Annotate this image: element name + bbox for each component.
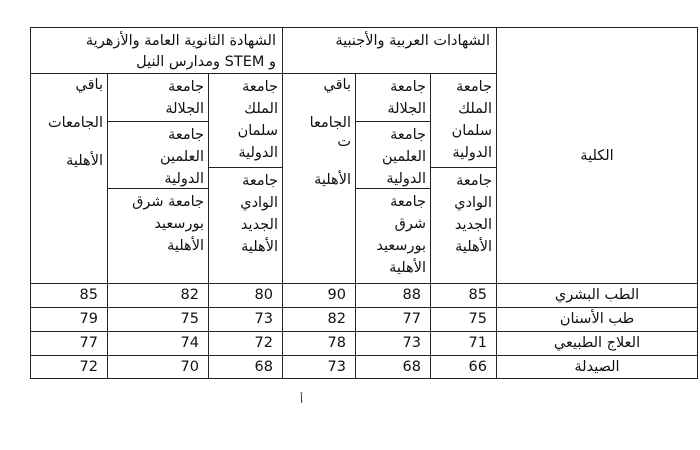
table-cell: 77: [30, 331, 108, 356]
admission-scores-table: [30, 27, 698, 379]
th-wadi-gedid-header: جامعة الوادي الجديد الأهلية: [208, 167, 283, 284]
table-cell: 90: [282, 283, 356, 308]
table-cell: 79: [30, 307, 108, 332]
table-cell: 73: [355, 331, 431, 356]
table-cell: 68: [355, 355, 431, 379]
af-rest-header: باقي الجامعا ت الأهلية: [282, 73, 356, 284]
th-galala-header: جامعة الجلالة: [107, 73, 209, 122]
table-cell: 78: [282, 331, 356, 356]
thanaweya-group-header: الشهادة الثانوية العامة والأزهرية و STEM ومدارس النيل: [30, 27, 283, 74]
table-cell: 66: [430, 355, 497, 379]
th-rest-header: باقي الجامعات الأهلية: [30, 73, 108, 284]
table-cell: 75: [430, 307, 497, 332]
table-cell: 75: [107, 307, 209, 332]
af-port-said-header: جامعة شرق بورسعيد الأهلية: [355, 188, 431, 284]
af-alamein-header: جامعة العلمين الدولية: [355, 121, 431, 189]
table-cell: 72: [208, 331, 283, 356]
table-cell: 85: [30, 283, 108, 308]
table-cell: 82: [282, 307, 356, 332]
footnote-mark: أ: [300, 393, 304, 406]
th-alamein-header: جامعة العلمين الدولية: [107, 121, 209, 189]
af-wadi-gedid-header: جامعة الوادي الجديد الأهلية: [430, 167, 497, 284]
th-port-said-header: جامعة شرق بورسعيد الأهلية: [107, 188, 209, 284]
arab-foreign-group-header: الشهادات العربية والأجنبية: [282, 27, 497, 74]
table-row-college: الصيدلة: [496, 355, 698, 379]
table-cell: 71: [430, 331, 497, 356]
table-cell: 73: [208, 307, 283, 332]
table-row-college: العلاج الطبيعي: [496, 331, 698, 356]
table-cell: 85: [430, 283, 497, 308]
table-row-college: الطب البشري: [496, 283, 698, 308]
table-cell: 70: [107, 355, 209, 379]
table-cell: 77: [355, 307, 431, 332]
college-header: الكلية: [496, 27, 698, 284]
th-king-salman-header: جامعة الملك سلمان الدولية: [208, 73, 283, 168]
table-cell: 82: [107, 283, 209, 308]
table-cell: 72: [30, 355, 108, 379]
af-king-salman-header: جامعة الملك سلمان الدولية: [430, 73, 497, 168]
table-cell: 88: [355, 283, 431, 308]
table-cell: 73: [282, 355, 356, 379]
af-galala-header: جامعة الجلالة: [355, 73, 431, 122]
table-cell: 74: [107, 331, 209, 356]
table-row-college: طب الأسنان: [496, 307, 698, 332]
table-cell: 80: [208, 283, 283, 308]
table-cell: 68: [208, 355, 283, 379]
